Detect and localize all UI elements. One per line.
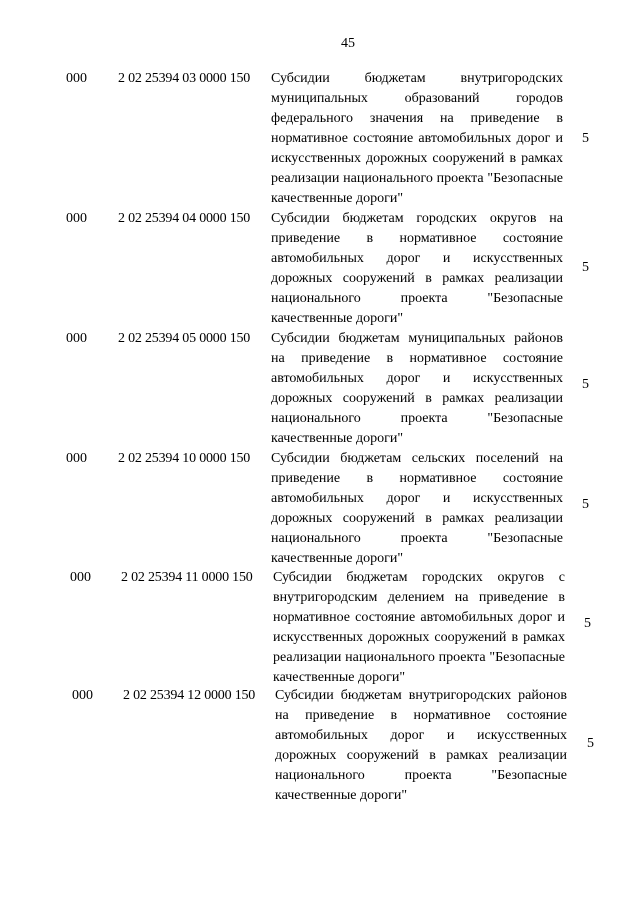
admin-code: 000 [66,71,87,86]
admin-code: 000 [70,570,91,585]
income-code: 2 02 25394 05 0000 150 [118,331,251,346]
row-description: Субсидии бюджетам городских округов на приведение в нормативное состояние автомобильных дорог и искусственных дорожных сооружений в рамках реализации национального проекта "Безопасные качественные дороги" [271,211,563,326]
row-description: Субсидии бюджетам сельских поселений на приведение в нормативное состояние автомобильных дорог и искусственных дорожных сооружений в рамках реализации национального проекта "Безопасные качественные дороги" [271,451,563,566]
row-description: Субсидии бюджетам внутригородских районов на приведение в нормативное состояние автомобильных дорог и искусственных дорожных сооружений в рамках реализации национального проекта "Безопасные качественные дороги" [275,688,567,803]
row-value: 5 [582,377,589,392]
row-value: 5 [584,616,591,631]
row-value: 5 [587,736,594,751]
income-code: 2 02 25394 04 0000 150 [118,211,251,226]
page-number: 45 [341,36,355,51]
row-description: Субсидии бюджетам муниципальных районов на приведение в нормативное состояние автомобильных дорог и искусственных дорожных сооружений в рамках реализации национального проекта "Безопасные качественные дороги" [271,331,563,446]
admin-code: 000 [66,331,87,346]
income-code: 2 02 25394 10 0000 150 [118,451,251,466]
row-description: Субсидии бюджетам городских округов с внутригородским делением на приведение в нормативное состояние автомобильных дорог и искусственных дорожных сооружений в рамках реализации национального проекта "Безопасные качественные дороги" [273,570,565,685]
admin-code: 000 [66,211,87,226]
admin-code: 000 [66,451,87,466]
admin-code: 000 [72,688,93,703]
row-value: 5 [582,497,589,512]
income-code: 2 02 25394 12 0000 150 [123,688,256,703]
income-code: 2 02 25394 11 0000 150 [121,570,253,585]
row-description: Субсидии бюджетам внутригородских муниципальных образований городов федерального значения на приведение в нормативное состояние автомобильных дорог и искусственных дорожных сооружений в рамках реализации национального проекта "Безопасные качественные дороги" [271,71,563,206]
row-value: 5 [582,131,589,146]
row-value: 5 [582,260,589,275]
income-code: 2 02 25394 03 0000 150 [118,71,251,86]
